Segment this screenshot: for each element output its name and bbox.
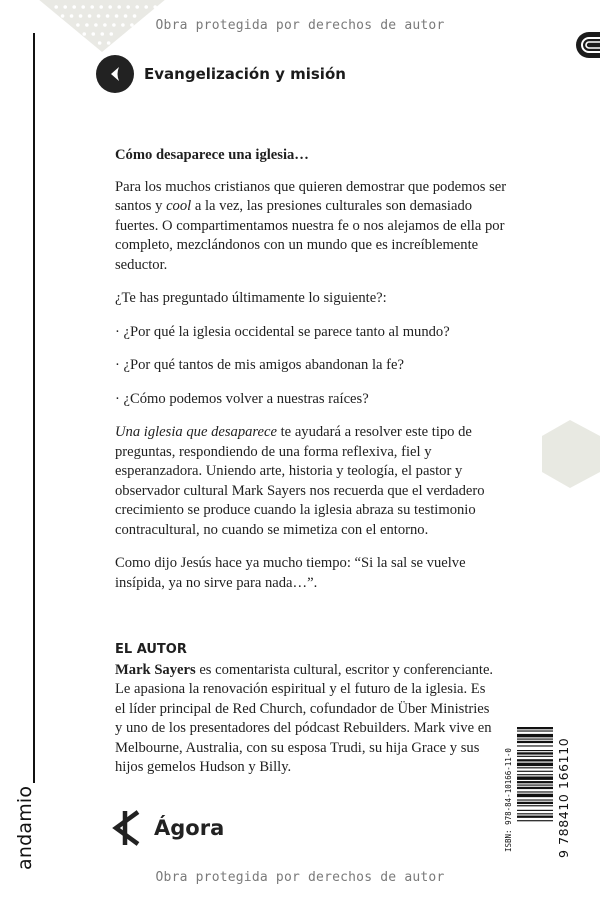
barcode-bar: [517, 799, 553, 800]
book-title-italic: Una iglesia que desaparece: [115, 424, 277, 440]
author-section: [115, 640, 495, 778]
barcode-bar: [517, 781, 553, 783]
back-cover-blurb: [115, 146, 515, 607]
vertical-rule: [33, 33, 35, 783]
question-intro: ¿Te has preguntado últimamente lo siguiente?:: [115, 290, 387, 306]
agora-k-logo-icon: [112, 808, 144, 848]
author-bio: [115, 661, 495, 778]
isbn-label: ISBN: 978-84-10166-11-0: [504, 748, 513, 852]
barcode-bar: [517, 727, 553, 729]
publisher-corner-logo-icon: [576, 32, 600, 58]
barcode-bar: [517, 759, 553, 761]
barcode-bar: [517, 785, 553, 786]
publisher-vertical-name: andamio: [14, 785, 36, 870]
hexagon-decoration: [540, 418, 600, 490]
paragraph-1-italic: cool: [166, 198, 192, 214]
barcode-bar: [517, 771, 553, 772]
closing-quote: Como dijo Jesús hace ya mucho tiempo: “Si la sal se vuelve insípida, ya no sirve para nada…”.: [115, 555, 466, 591]
imprint-logo: [112, 808, 224, 848]
barcode-bar: [517, 794, 553, 797]
barcode-bar: [517, 739, 553, 740]
barcode-bar: [517, 802, 553, 804]
author-section-title: EL AUTOR: [115, 642, 187, 657]
barcode-digits: 9 788410 166110: [556, 737, 571, 858]
watermark-top: Obra protegida por derechos de autor: [155, 18, 445, 33]
paragraph-2-text: te ayudará a resolver este tipo de preguntas, respondiendo de una forma reflexiva, fiel y esperanzadora. Uniendo arte, historia y teología, el pastor y observador cultural Mark Sayers nos recuerda que el verdadero crecimiento se produce cuando la iglesia abraza su testimonio contracultural, no cuando se mimetiza con el entorno.: [115, 424, 485, 538]
blurb-paragraph-1: [115, 178, 515, 276]
question-item: · ¿Por qué tantos de mis amigos abandonan la fe?: [115, 357, 404, 373]
barcode-bar: [517, 820, 553, 821]
watermark-bottom: Obra protegida por derechos de autor: [155, 870, 445, 885]
barcode-bar: [517, 745, 553, 746]
barcode-bar: [517, 756, 553, 757]
barcode-bar: [517, 730, 553, 731]
barcode-bar: [517, 741, 553, 743]
blurb-heading: Cómo desaparece una iglesia…: [115, 147, 309, 163]
barcode-bar: [517, 763, 553, 766]
barcode-bar: [517, 750, 553, 751]
barcode-bar: [517, 810, 553, 811]
question-item: · ¿Cómo podemos volver a nuestras raíces?: [115, 390, 369, 407]
barcode-bar: [517, 776, 553, 779]
barcode-bar: [517, 767, 553, 768]
question-item: · ¿Por qué la iglesia occidental se parece tanto al mundo?: [115, 323, 450, 340]
collection-header: [96, 55, 346, 93]
author-name: Mark Sayers: [115, 661, 196, 678]
imprint-name: Ágora: [154, 816, 225, 840]
barcode-bar: [517, 787, 553, 789]
barcode: [517, 727, 553, 851]
barcode-bar: [517, 813, 553, 814]
barcode-bar: [517, 805, 553, 806]
barcode-bar: [517, 791, 553, 792]
barcode-bar: [517, 816, 553, 818]
collection-label: Evangelización y misión: [144, 65, 346, 83]
paragraph-1-text: Para los muchos cristianos que quieren demostrar que podemos ser santos y: [115, 178, 507, 214]
barcode-bar: [517, 734, 553, 737]
play-reverse-circle-icon: [96, 55, 134, 93]
blurb-paragraph-2: [115, 423, 515, 540]
paragraph-1-text-end: a la vez, las presiones culturales son demasiado fuertes. O compartimentamos nuestra fe o nos alejamos de ella por completo, mezclándonos con un mundo que es increíblemente seductor.: [115, 198, 505, 273]
barcode-bar: [517, 774, 553, 775]
barcode-bar: [517, 752, 553, 754]
author-bio-text: es comentarista cultural, escritor y conferenciante. Le apasiona la renovación espiritual y el futuro de la iglesia. Es el líder principal de Red Church, cofundador de Über Ministries y uno de los presentadores del pódcast Rebuilders. Mark vive en Melbourne, Australia, con su esposa Trudi, su hija Grace y sus hijos gemelos Hudson y Billy.: [115, 661, 494, 775]
